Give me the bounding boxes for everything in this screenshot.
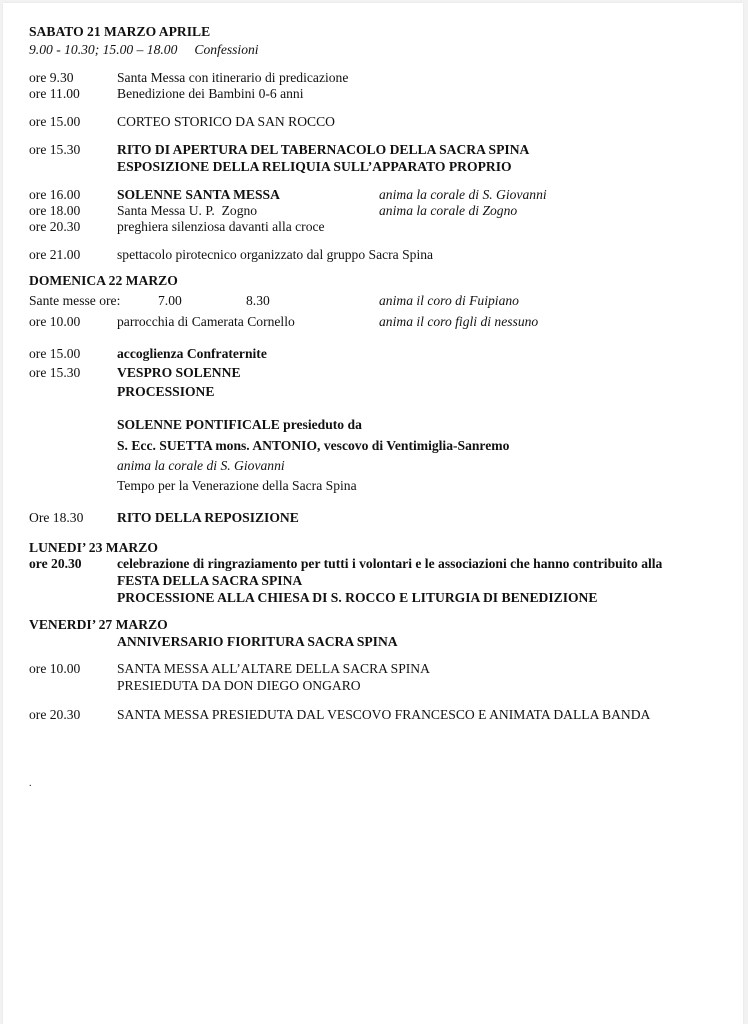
event-text: SANTA MESSA ALL’ALTARE DELLA SACRA SPINA (117, 661, 430, 676)
event-text: VESPRO SOLENNE (117, 365, 241, 380)
event-text-line2: PRESIEDUTA DA DON DIEGO ONGARO (117, 678, 361, 693)
day-heading-sabato: SABATO 21 MARZO APRILE (29, 24, 211, 39)
event-time: ore 9.30 (29, 70, 74, 85)
event-text: spettacolo pirotecnico organizzato dal gruppo Sacra Spina (117, 247, 434, 262)
event-note: anima la corale di S. Giovanni (379, 187, 547, 202)
mass-time: 7.00 (158, 293, 182, 308)
event-time: Ore 18.30 (29, 510, 84, 525)
event-time: ore 16.00 (29, 187, 81, 202)
event-note: anima la corale di Zogno (379, 203, 518, 218)
pontificale-title: SOLENNE PONTIFICALE (117, 417, 280, 432)
event-text: Santa Messa U. P. Zogno (117, 203, 258, 218)
day-heading-domenica: DOMENICA 22 MARZO (29, 273, 178, 288)
event-text: parrocchia di Camerata Cornello (117, 314, 295, 329)
event-time: ore 10.00 (29, 314, 81, 329)
pontificale-note: anima la corale di S. Giovanni (117, 458, 285, 473)
event-text-line2: PROCESSIONE (117, 384, 215, 399)
event-text: preghiera silenziosa davanti alla croce (117, 219, 325, 234)
bishop-line: S. Ecc. SUETTA mons. ANTONIO, vescovo di Ventimiglia-Sanremo (117, 438, 510, 453)
day-heading-lunedi: LUNEDI’ 23 MARZO (29, 540, 158, 555)
event-time: ore 10.00 (29, 661, 81, 676)
event-text: RITO DELLA REPOSIZIONE (117, 510, 299, 525)
event-time: ore 20.30 (29, 219, 81, 234)
event-time: ore 15.00 (29, 346, 81, 361)
day-heading-venerdi: VENERDI’ 27 MARZO (29, 617, 168, 632)
masses-label: Sante messe ore: (29, 293, 121, 308)
pontificale-line (117, 417, 362, 433)
event-time: ore 15.30 (29, 365, 81, 380)
event-text-line2: ESPOSIZIONE DELLA RELIQUIA SULL’APPARATO PROPRIO (117, 159, 512, 174)
mass-time: 8.30 (246, 293, 270, 308)
event-text: accoglienza Confraternite (117, 346, 267, 361)
event-time: ore 20.30 (29, 707, 81, 722)
event-text: RITO DI APERTURA DEL TABERNACOLO DELLA SACRA SPINA (117, 142, 530, 157)
event-note: anima il coro di Fuipiano (379, 293, 519, 308)
event-time: ore 15.00 (29, 114, 81, 129)
event-time: ore 21.00 (29, 247, 81, 262)
event-text: CORTEO STORICO DA SAN ROCCO (117, 114, 335, 129)
pontificale-rest: presieduto da (279, 417, 362, 432)
event-text: Benedizione dei Bambini 0-6 anni (117, 86, 304, 101)
event-time: ore 15.30 (29, 142, 81, 157)
event-text: Santa Messa con itinerario di predicazione (117, 70, 349, 85)
event-text-line2: FESTA DELLA SACRA SPINA (117, 573, 303, 588)
event-text: SANTA MESSA PRESIEDUTA DAL VESCOVO FRANCESCO E ANIMATA DALLA BANDA (117, 707, 651, 722)
event-note: anima il coro figli di nessuno (379, 314, 539, 329)
event-text-line3: PROCESSIONE ALLA CHIESA DI S. ROCCO E LITURGIA DI BENEDIZIONE (117, 590, 598, 605)
event-time: ore 18.00 (29, 203, 81, 218)
confessions-line: 9.00 - 10.30; 15.00 – 18.00 Confessioni (29, 42, 259, 57)
veneration-line: Tempo per la Venerazione della Sacra Spina (117, 478, 357, 493)
event-time: ore 20.30 (29, 556, 82, 571)
event-text: celebrazione di ringraziamento per tutti i volontari e le associazioni che hanno contribuito alla (117, 556, 663, 571)
day-subtitle: ANNIVERSARIO FIORITURA SACRA SPINA (117, 634, 398, 649)
event-text: SOLENNE SANTA MESSA (117, 187, 280, 202)
trailing-dot: . (29, 778, 32, 789)
event-time: ore 11.00 (29, 86, 80, 101)
document-page (3, 3, 743, 1024)
